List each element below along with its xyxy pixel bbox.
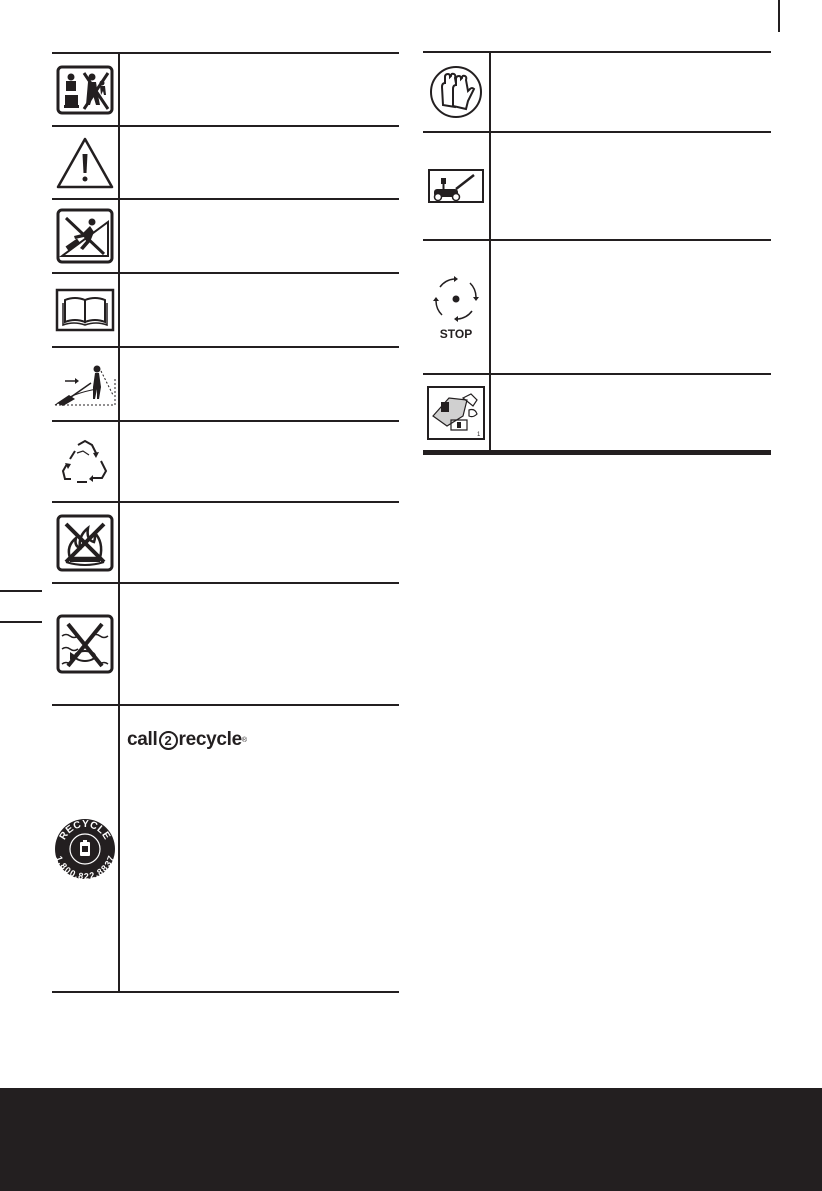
table-bottom-rule bbox=[423, 450, 771, 455]
edge-mark-top bbox=[0, 590, 42, 592]
page-footer-bar bbox=[0, 1088, 822, 1191]
mower-handle-icon bbox=[423, 133, 489, 239]
recycling-symbol-icon bbox=[52, 422, 118, 501]
seal-bottom-text: 1.800.822.8837 bbox=[54, 854, 116, 880]
stop-label: STOP bbox=[439, 327, 473, 341]
read-manual-icon bbox=[52, 274, 118, 346]
do-not-dispose-in-water-icon bbox=[52, 584, 118, 704]
logo-suffix: recycle bbox=[178, 729, 242, 750]
crop-mark bbox=[778, 0, 780, 32]
wear-gloves-icon bbox=[423, 53, 489, 131]
do-not-burn-battery-icon bbox=[52, 503, 118, 582]
remove-key-before-maintenance-icon bbox=[423, 375, 489, 450]
blade-rotation-stop-icon bbox=[423, 241, 489, 373]
svg-text:1: 1 bbox=[477, 431, 481, 438]
column-divider bbox=[118, 52, 120, 992]
logo-registered-mark: ® bbox=[241, 736, 247, 744]
warning-triangle-icon bbox=[52, 127, 118, 198]
rbrc-recycle-seal-icon bbox=[52, 706, 118, 991]
column-divider bbox=[489, 51, 491, 451]
keep-bystanders-away-icon bbox=[52, 54, 118, 125]
logo-number: 2 bbox=[159, 731, 178, 750]
edge-mark-bottom bbox=[0, 621, 42, 623]
slope-caution-icon bbox=[52, 200, 118, 272]
mow-across-slope-icon bbox=[52, 348, 118, 420]
logo-prefix: call bbox=[127, 729, 158, 750]
row-rule bbox=[52, 991, 399, 993]
call2recycle-logo bbox=[127, 729, 247, 751]
seal-top-text: RECYCLE bbox=[57, 818, 113, 842]
